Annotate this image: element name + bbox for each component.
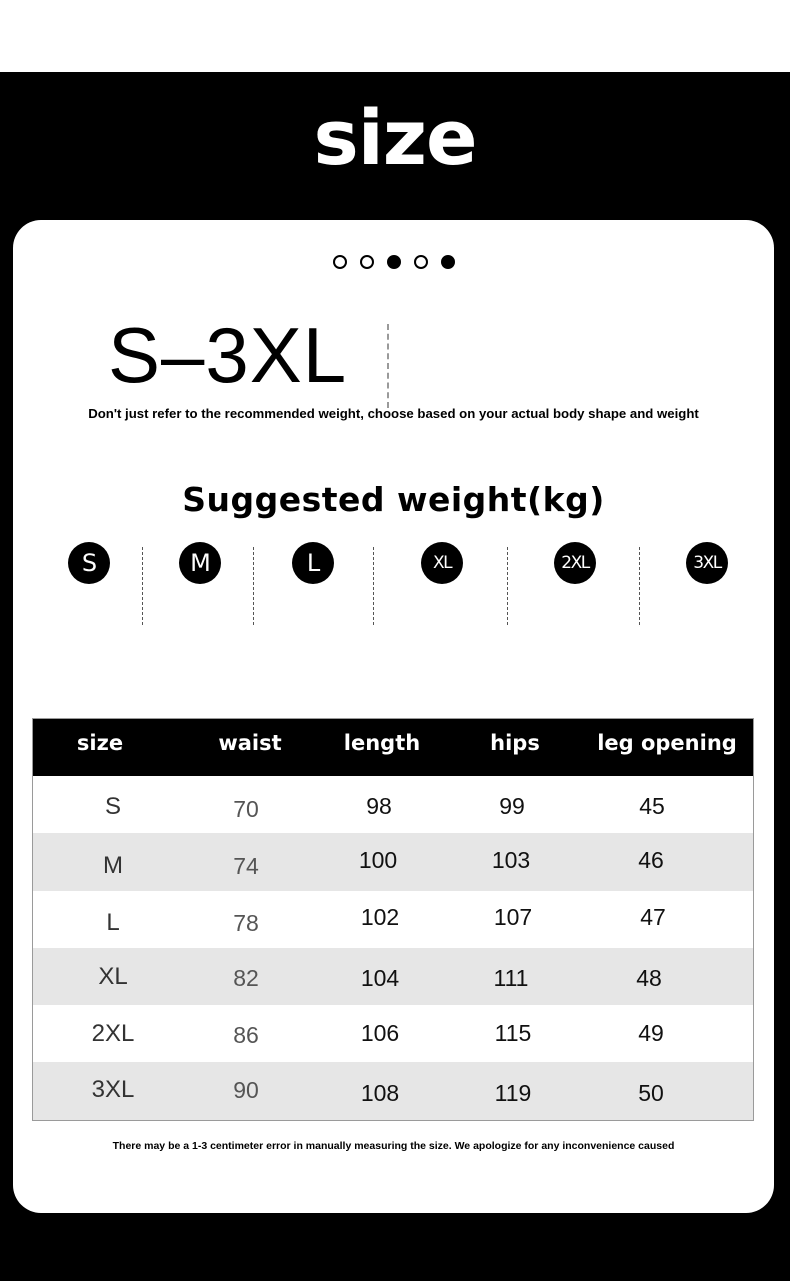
cell-length: 100 (358, 847, 398, 874)
cell-leg-opening: 48 (636, 964, 662, 991)
pagination-dot-2[interactable] (360, 255, 374, 269)
weight-divider-1 (142, 547, 143, 625)
cell-leg-opening: 50 (638, 1080, 664, 1107)
cell-waist: 74 (233, 853, 259, 880)
cell-length: 98 (366, 793, 392, 819)
size-chart-card (13, 220, 774, 1213)
size-badge-xl: XL (421, 542, 463, 584)
header-hips: hips (490, 731, 540, 755)
cell-size: 2XL (91, 1020, 135, 1048)
cell-hips: 99 (499, 793, 525, 819)
header-size: size (76, 731, 124, 755)
size-range-label: S–3XL (108, 311, 348, 399)
cell-hips: 103 (491, 847, 531, 874)
pagination-dot-4[interactable] (414, 255, 428, 269)
cell-waist: 78 (233, 909, 259, 936)
weight-divider-3 (373, 547, 374, 625)
size-badge-m: M (179, 542, 221, 584)
weight-divider-4 (507, 547, 508, 625)
table-row (33, 1005, 753, 1062)
cell-waist: 86 (233, 1022, 259, 1049)
table-row (33, 776, 753, 833)
pagination-dot-3[interactable] (387, 255, 401, 269)
cell-waist: 82 (233, 964, 259, 991)
cell-leg-opening: 45 (639, 793, 665, 819)
cell-hips: 107 (493, 903, 533, 930)
weight-notice: Don't just refer to the recommended weight, choose based on your actual body shape and weight (88, 406, 699, 421)
cell-size: L (106, 908, 120, 936)
size-badge-s: S (68, 542, 110, 584)
cell-size: M (103, 852, 123, 880)
size-badge-2xl: 2XL (554, 542, 596, 584)
pagination-dots (13, 255, 774, 269)
table-row (33, 1062, 753, 1119)
cell-size: 3XL (91, 1076, 135, 1104)
table-row (33, 891, 753, 948)
page-title: size (313, 93, 477, 182)
cell-size: XL (98, 962, 128, 990)
cell-waist: 70 (233, 796, 259, 822)
cell-leg-opening: 46 (638, 847, 664, 874)
cell-length: 108 (360, 1080, 400, 1107)
pagination-dot-5[interactable] (441, 255, 455, 269)
suggested-weight-title: Suggested weight(kg) (182, 480, 605, 519)
header-length: length (343, 731, 421, 755)
cell-size: S (104, 793, 122, 820)
table-row (33, 948, 753, 1005)
cell-hips: 115 (494, 1020, 532, 1047)
size-badge-3xl: 3XL (686, 542, 728, 584)
cell-length: 104 (360, 964, 400, 991)
range-divider (387, 324, 389, 408)
header-waist: waist (218, 731, 282, 755)
weight-divider-5 (639, 547, 640, 625)
measurement-footnote: There may be a 1-3 centimeter error in manually measuring the size. We apologize for any inconvenience caused (112, 1140, 675, 1152)
cell-leg-opening: 47 (640, 903, 666, 930)
weight-divider-2 (253, 547, 254, 625)
cell-leg-opening: 49 (638, 1020, 664, 1047)
cell-waist: 90 (233, 1077, 259, 1104)
top-white-strip (0, 0, 790, 72)
pagination-dot-1[interactable] (333, 255, 347, 269)
cell-hips: 119 (494, 1080, 532, 1107)
table-row (33, 833, 753, 890)
table-header-row (33, 719, 753, 776)
cell-length: 106 (360, 1020, 400, 1047)
size-badge-l: L (292, 542, 334, 584)
cell-hips: 111 (493, 964, 529, 991)
size-table (32, 718, 754, 1121)
header-leg-opening: leg opening (597, 731, 737, 755)
cell-length: 102 (360, 903, 400, 930)
